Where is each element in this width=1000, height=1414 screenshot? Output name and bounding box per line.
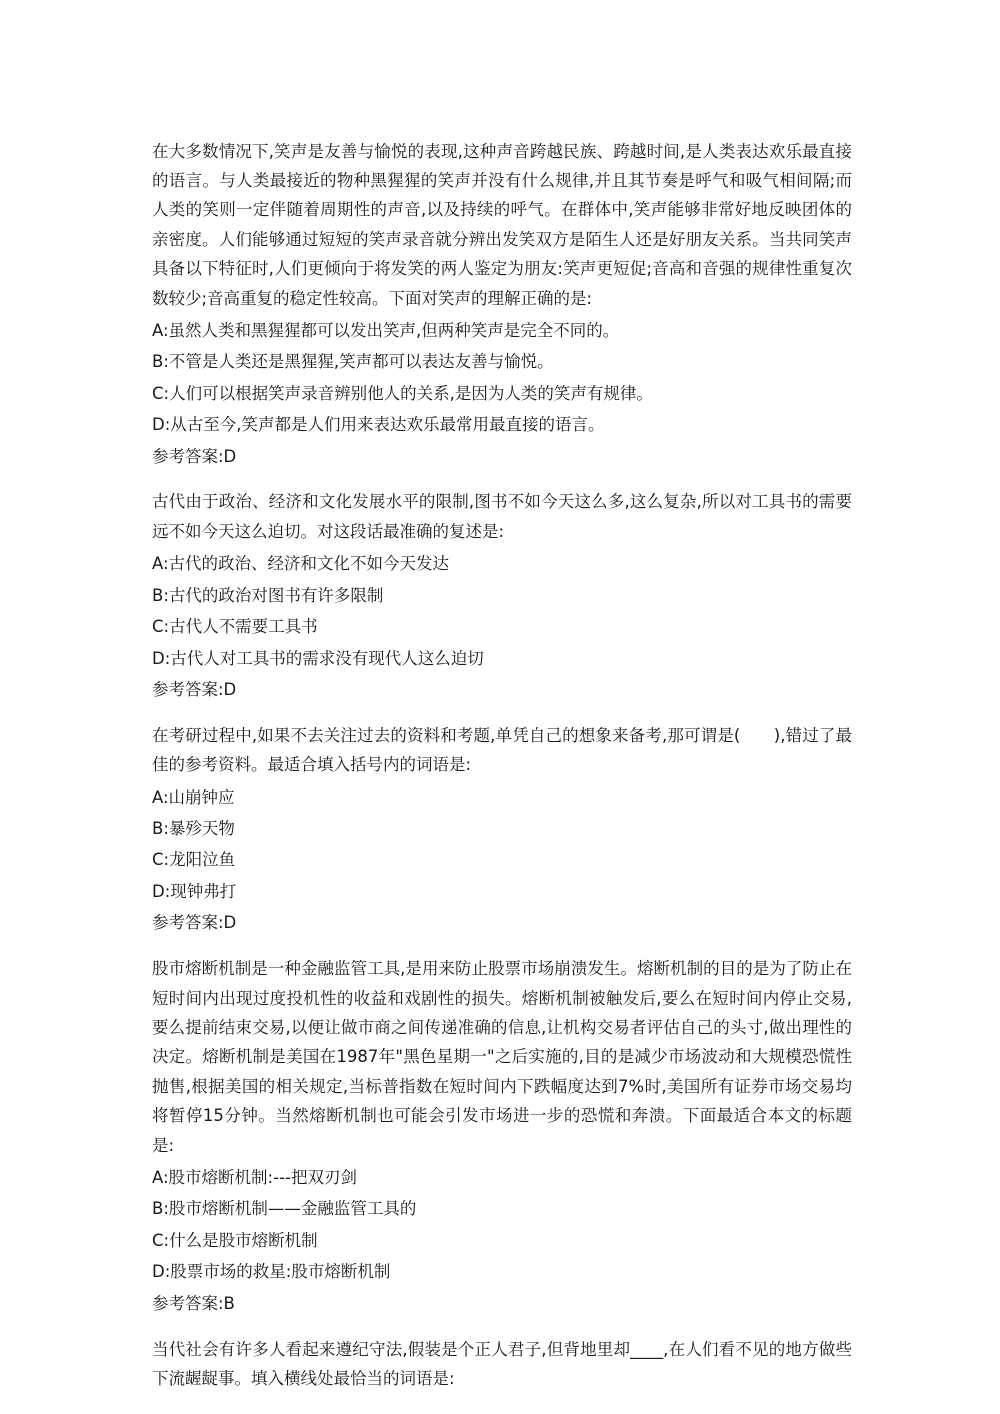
option-c: C:人们可以根据笑声录音辨别他人的关系,是因为人类的笑声有规律。	[152, 383, 653, 403]
option-c: C:什么是股市熔断机制	[152, 1230, 318, 1250]
reference-answer: 参考答案:B	[152, 1293, 235, 1313]
question-stem: 在考研过程中,如果不去关注过去的资料和考题,单凭自己的想象来备考,那可谓是( ),错过了最佳的参考资料。最适合填入括号内的词语是:	[152, 725, 852, 775]
option-a: A:股市熔断机制:---把双刃剑	[152, 1168, 357, 1187]
question-stem: 古代由于政治、经济和文化发展水平的限制,图书不如今天这么多,这么复杂,所以对工具书的需要远不如今天这么迫切。对这段话最准确的复述是:	[152, 492, 852, 541]
option-d: D:现钟弗打	[152, 881, 237, 901]
option-a: A:古代的政治、经济和文化不如今天发达	[152, 554, 450, 574]
option-b: B:暴殄天物	[152, 819, 235, 839]
question-stem: 当代社会有许多人看起来遵纪守法,假装是个正人君子,但背地里却____,在人们看不见的地方做些下流龌龊事。填入横线处最恰当的词语是:	[152, 1339, 852, 1388]
reference-answer: 参考答案:D	[152, 446, 237, 466]
reference-answer: 参考答案:D	[152, 679, 237, 699]
option-a: A:山崩钟应	[152, 787, 235, 807]
question-4	[152, 954, 852, 1318]
question-3	[152, 721, 852, 938]
option-b: B:股市熔断机制——金融监管工具的	[152, 1199, 417, 1219]
question-2	[152, 487, 852, 704]
question-1	[152, 137, 852, 471]
option-b: B:古代的政治对图书有许多限制	[152, 585, 384, 605]
option-d: D:股票市场的救星:股市熔断机制	[152, 1262, 391, 1282]
option-c: C:古代人不需要工具书	[152, 617, 318, 637]
option-b: B:不管是人类还是黑猩猩,笑声都可以表达友善与愉悦。	[152, 352, 554, 372]
option-a: A:虽然人类和黑猩猩都可以发出笑声,但两种笑声是完全不同的。	[152, 320, 620, 340]
reference-answer: 参考答案:D	[152, 913, 237, 933]
option-c: C:龙阳泣鱼	[152, 850, 236, 870]
option-d: D:古代人对工具书的需求没有现代人这么迫切	[152, 648, 484, 668]
question-stem: 在大多数情况下,笑声是友善与愉悦的表现,这种声音跨越民族、跨越时间,是人类表达欢乐最直接的语言。与人类最接近的物种黑猩猩的笑声并没有什么规律,并且其节奏是呼气和吸气相间隔;而人类的笑则一定伴随着周期性的声音,以及持续的呼气。在群体中,笑声能够非常好地反映团体的亲密度。人们能够通过短短的笑声录音就分辨出发笑双方是陌生人还是好朋友关系。当共同笑声具备以下特征时,人们更倾向于将发笑的两人鉴定为朋友:笑声更短促;音高和音强的规律性重复次数较少;音高重复的稳定性较高。下面对笑声的理解正确的是:	[152, 141, 852, 308]
question-5	[152, 1335, 852, 1394]
option-d: D:从古至今,笑声都是人们用来表达欢乐最常用最直接的语言。	[152, 415, 605, 435]
document-page	[152, 120, 852, 1396]
question-stem: 股市熔断机制是一种金融监管工具,是用来防止股票市场崩溃发生。熔断机制的目的是为了防止在短时间内出现过度投机性的收益和戏剧性的损失。熔断机制被触发后,要么在短时间内停止交易,要么提前结束交易,以便让做市商之间传递准确的信息,让机构交易者评估自己的头寸,做出理性的决定。熔断机制是美国在1987年"黑色星期一"之后实施的,目的是减少市场波动和大规模恐慌性抛售,根据美国的相关规定,当标普指数在短时间内下跌幅度达到7%时,美国所有证券市场交易均将暂停15分钟。当然熔断机制也可能会引发市场进一步的恐慌和奔溃。下面最适合本文的标题是:	[152, 959, 852, 1155]
